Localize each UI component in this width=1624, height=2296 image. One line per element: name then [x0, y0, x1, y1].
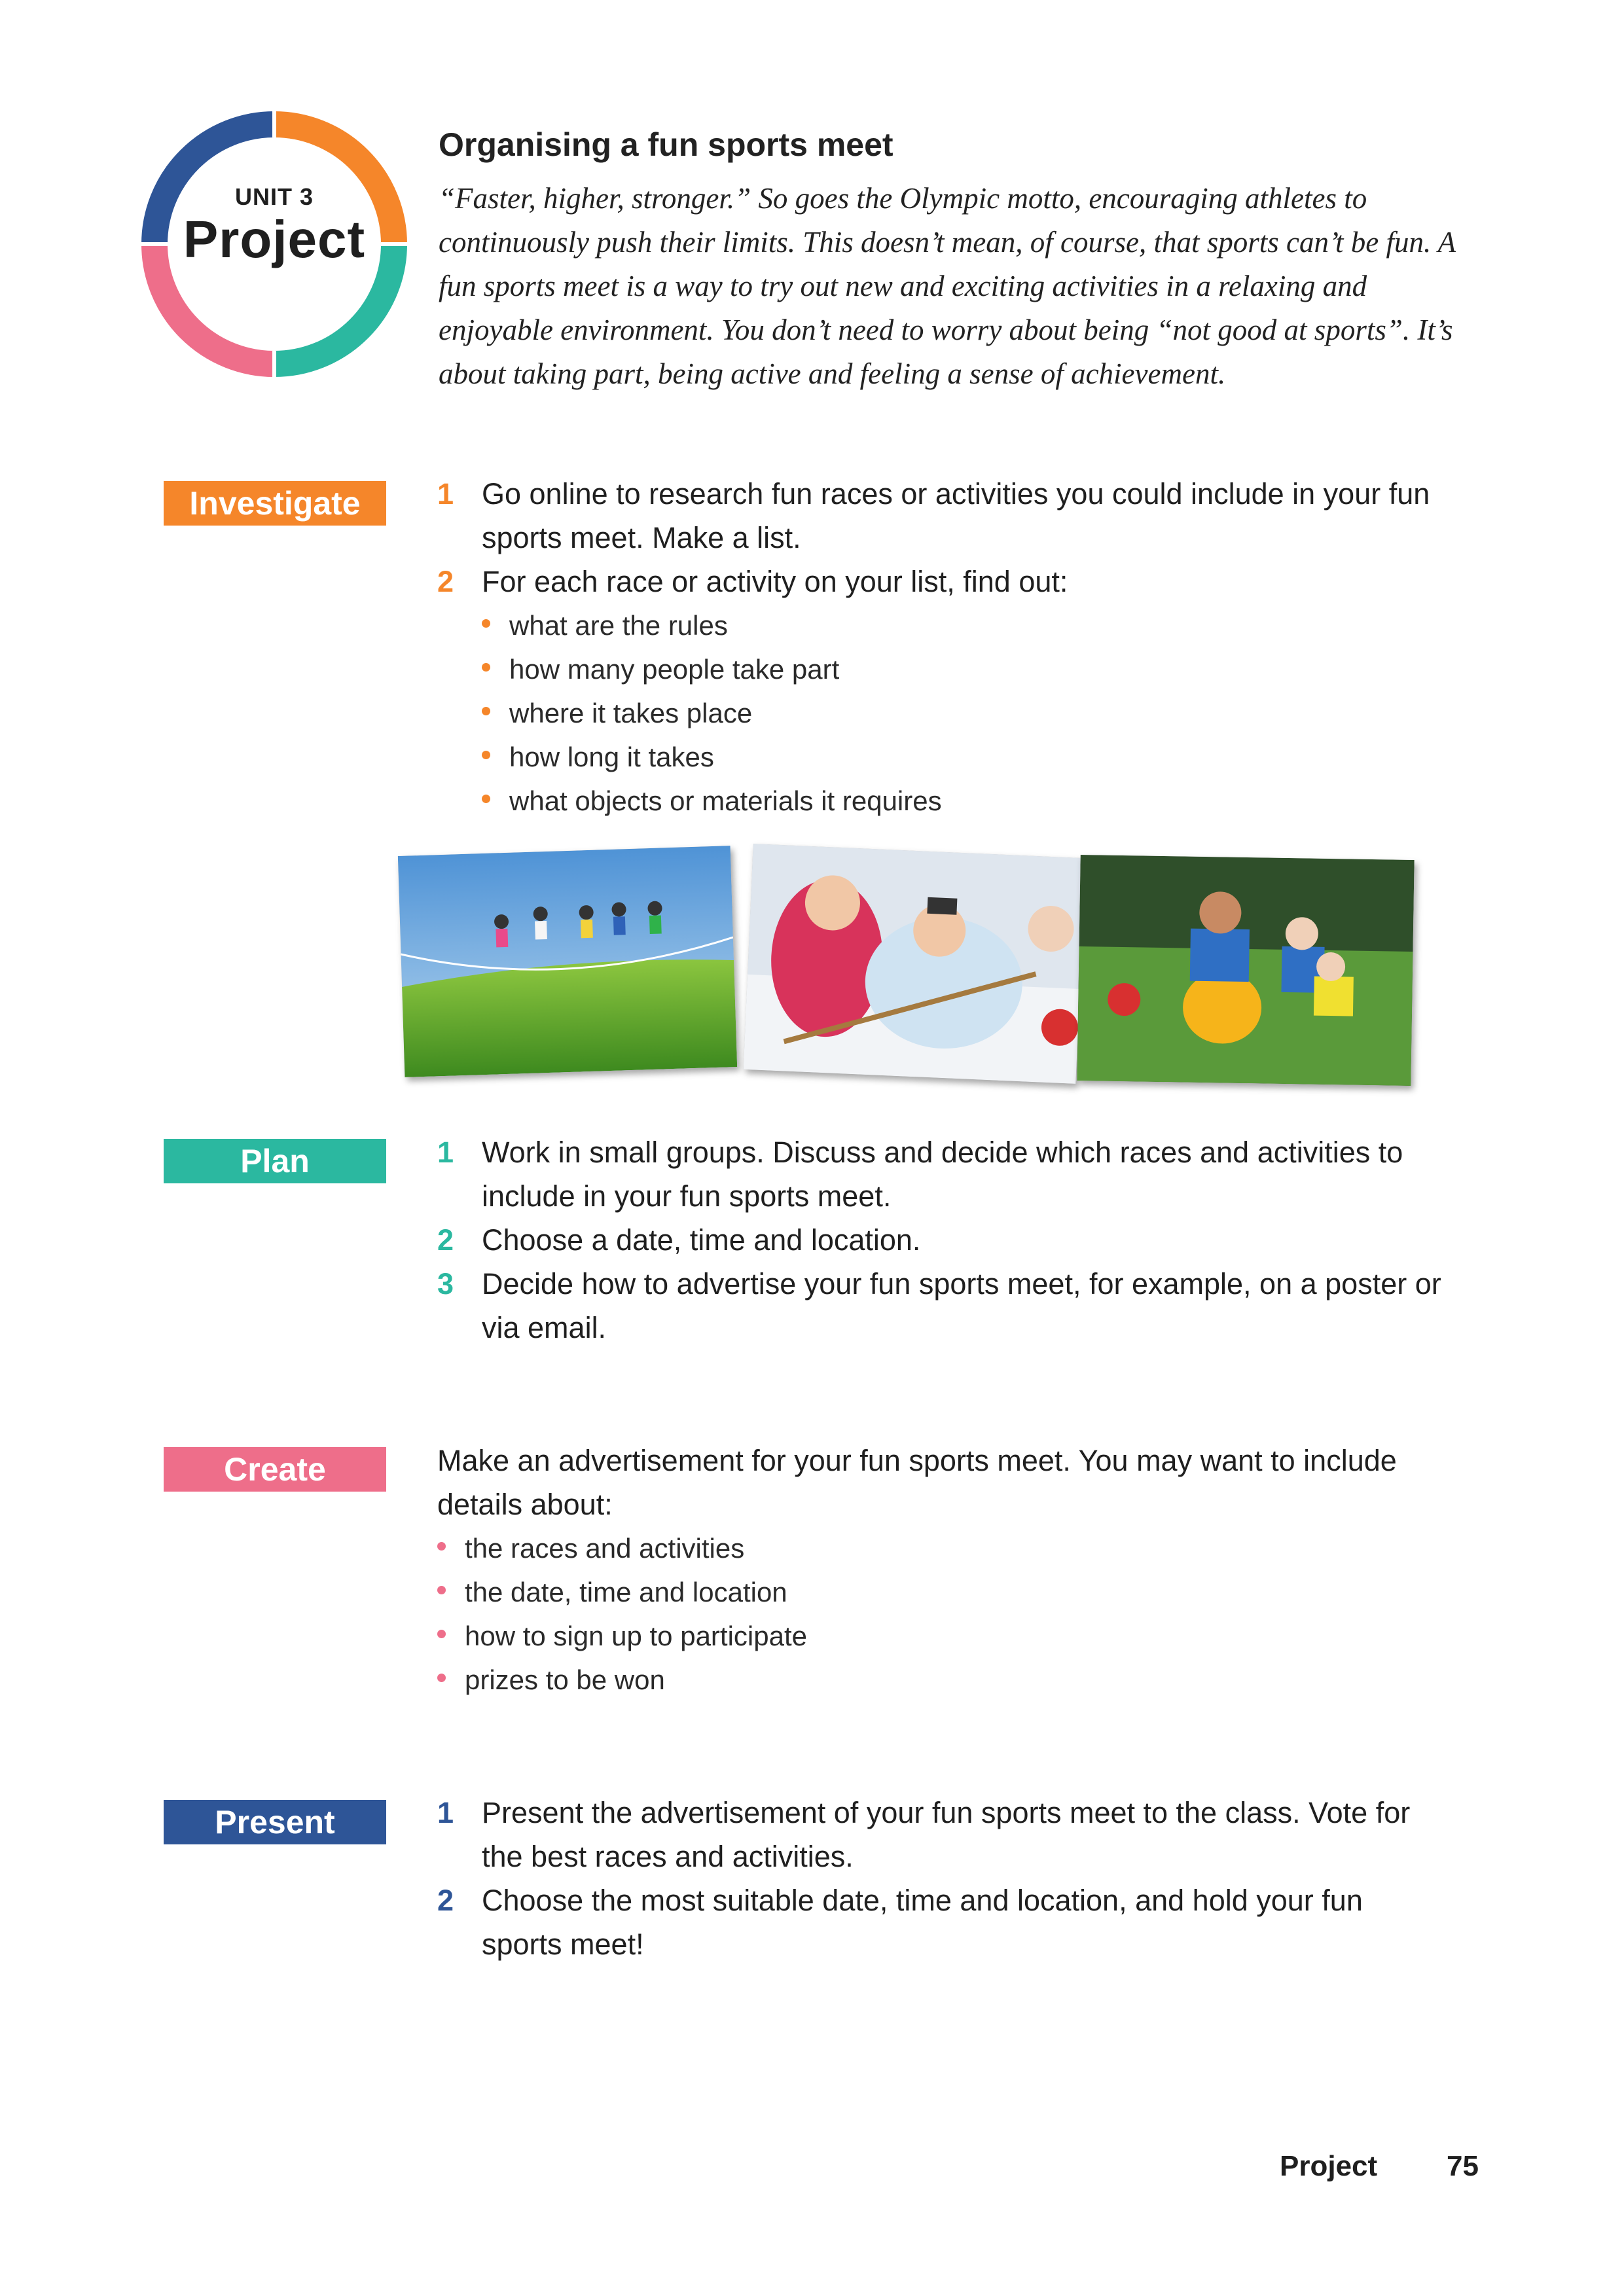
list-item [437, 1130, 1445, 1218]
bullet-dot-icon [482, 663, 490, 672]
bullet-item [437, 1526, 807, 1570]
photo-space-hopper-race [1077, 855, 1414, 1086]
photo-tug-of-war [744, 844, 1086, 1084]
list-item [437, 1262, 1445, 1350]
bullet-dot-icon [482, 707, 490, 715]
unit-badge [141, 111, 407, 377]
intro-text: “Faster, higher, stronger.” So goes the Olympic motto, encouraging athletes to continuously push their limits. This doesn’t mean, of course, that sports can’t be fun. A fun sports meet is a way to try out new and exciting activities in a relaxing and enjoyable environment. You don’t need to worry about being “not good at sports”. It’s about taking part, being active and feeling a sense of achievement. [439, 182, 1456, 390]
item-number: 1 [437, 1136, 454, 1169]
bullet-dot-icon [437, 1586, 446, 1594]
item-text: Go online to research fun races or activities you could include in your fun sports meet. Make a list. [482, 477, 1430, 554]
present-list [437, 1791, 1445, 1966]
list-item [437, 1878, 1445, 1966]
bullet-text: what are the rules [509, 610, 728, 641]
bullet-item [437, 1570, 807, 1614]
footer-section-label: Project [1280, 2150, 1378, 2182]
page-title: Organising a fun sports meet [439, 126, 893, 163]
section-tag-plan: Plan [164, 1139, 386, 1183]
bullet-item [482, 691, 1445, 735]
item-text: Work in small groups. Discuss and decide which races and activities to include in your fun sports meet. [482, 1136, 1403, 1213]
intro-paragraph [439, 177, 1473, 396]
item-number: 3 [437, 1267, 454, 1300]
bullet-text: the races and activities [465, 1533, 745, 1564]
item-text: Decide how to advertise your fun sports meet, for example, on a poster or via email. [482, 1267, 1441, 1344]
section-tag-investigate: Investigate [164, 481, 386, 526]
item-number: 1 [437, 477, 454, 511]
list-item [437, 560, 1445, 823]
item-number: 2 [437, 1223, 454, 1257]
create-bullets [437, 1526, 807, 1702]
bullet-text: where it takes place [509, 698, 753, 728]
bullet-item [437, 1658, 807, 1702]
section-tag-present: Present [164, 1800, 386, 1844]
item-text: Choose a date, time and location. [482, 1223, 921, 1257]
item-text: For each race or activity on your list, find out: [482, 565, 1068, 598]
bullet-dot-icon [482, 751, 490, 759]
bullet-text: prizes to be won [465, 1664, 665, 1695]
bullet-dot-icon [482, 795, 490, 803]
page-number: 75 [1447, 2150, 1479, 2182]
bullet-dot-icon [482, 619, 490, 628]
plan-list [437, 1130, 1445, 1350]
bullet-dot-icon [437, 1674, 446, 1682]
item-text: Present the advertisement of your fun sports meet to the class. Vote for the best races and activities. [482, 1796, 1411, 1873]
bullet-item [437, 1614, 807, 1658]
item-number: 2 [437, 1884, 454, 1917]
photo-kids-jumping-rope [398, 846, 737, 1077]
bullet-item [482, 735, 1445, 779]
item-number: 2 [437, 565, 454, 598]
bullet-item [482, 647, 1445, 691]
list-item [437, 1791, 1445, 1878]
section-tag-create: Create [164, 1447, 386, 1492]
investigate-bullets [482, 603, 1445, 823]
bullet-item [482, 603, 1445, 647]
bullet-text: the date, time and location [465, 1577, 787, 1607]
bullet-item [482, 779, 1445, 823]
bullet-text: what objects or materials it requires [509, 785, 942, 816]
investigate-list [437, 472, 1445, 823]
bullet-dot-icon [437, 1630, 446, 1638]
unit-label: UNIT 3 [234, 183, 314, 210]
bullet-text: how long it takes [509, 742, 714, 772]
create-instructions: Make an advertisement for your fun sports meet. You may want to include details about: [437, 1444, 1397, 1521]
bullet-text: how to sign up to participate [465, 1621, 807, 1651]
bullet-dot-icon [437, 1542, 446, 1551]
item-number: 1 [437, 1796, 454, 1829]
badge-title: Project [183, 210, 366, 268]
list-item [437, 472, 1445, 560]
bullet-text: how many people take part [509, 654, 840, 685]
item-text: Choose the most suitable date, time and location, and hold your fun sports meet! [482, 1884, 1363, 1961]
list-item [437, 1218, 1445, 1262]
